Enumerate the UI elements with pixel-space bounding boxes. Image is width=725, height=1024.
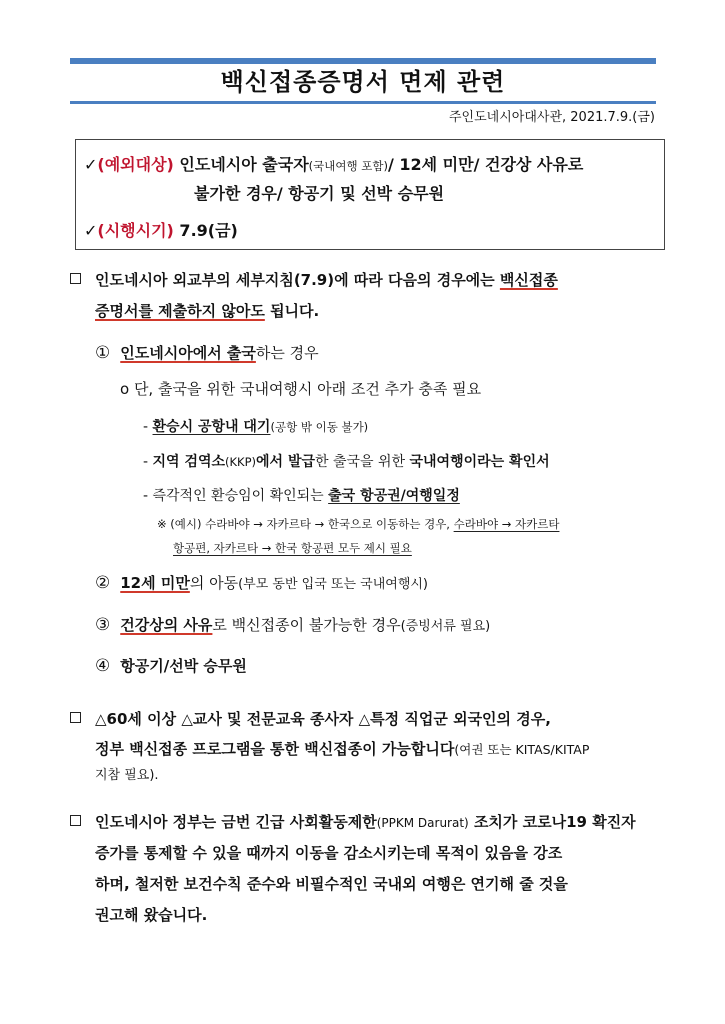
item1-sub: o 단, 출국을 위한 국내여행시 아래 조건 추가 충족 필요 bbox=[120, 380, 482, 398]
section1-line1: 인도네시아 외교부의 세부지침(7.9)에 따라 다음의 경우에는 백신접종 bbox=[70, 270, 558, 290]
summary-box bbox=[75, 139, 665, 250]
checkbox-bullet-icon bbox=[70, 712, 81, 723]
item2: ② 12세 미만의 아동(부모 동반 입국 또는 국내여행시) bbox=[95, 573, 429, 593]
checkbox-bullet-icon bbox=[70, 815, 81, 826]
check-icon: ✓ bbox=[84, 155, 98, 174]
section2-line3: 지참 필요). bbox=[95, 768, 159, 783]
item1-note-line1: ※ (예시) 수라바야 → 자카르타 → 한국으로 이동하는 경우, 수라바야 → 자카르타 bbox=[157, 517, 560, 531]
section1-line2: 증명서를 제출하지 않아도 됩니다. bbox=[95, 302, 320, 320]
effective-label: (시행시기) bbox=[97, 221, 174, 240]
check-icon: ✓ bbox=[84, 221, 98, 240]
item3: ③ 건강상의 사유로 백신접종이 불가능한 경우(증빙서류 필요) bbox=[95, 615, 491, 635]
exception-label: (예외대상) bbox=[97, 155, 174, 174]
title-bottom-rule bbox=[70, 101, 656, 104]
exception-targets-line: ✓(예외대상) 인도네시아 출국자(국내여행 포함)/ 12세 미만/ 건강상 사유로 bbox=[84, 155, 584, 174]
item1-detail3: - 즉각적인 환승임이 확인되는 출국 항공권/여행일정 bbox=[143, 488, 460, 504]
title-top-rule bbox=[70, 58, 656, 64]
item4: ④ 항공기/선박 승무원 bbox=[95, 656, 247, 676]
item1: ① 인도네시아에서 출국하는 경우 bbox=[95, 343, 319, 363]
checkbox-bullet-icon bbox=[70, 273, 81, 284]
effective-date-line: ✓(시행시기) 7.9(금) bbox=[84, 221, 238, 240]
item1-note-line2: 항공편, 자카르타 → 한국 항공편 모두 제시 필요 bbox=[173, 541, 412, 555]
section3-line1: 인도네시아 정부는 금번 긴급 사회활동제한(PPKM Darurat) 조치가 코로나19 확진자 bbox=[70, 812, 636, 833]
section3-line3: 하며, 철저한 보건수칙 준수와 비필수적인 국내외 여행은 연기해 줄 것을 bbox=[95, 875, 568, 893]
exception-targets-line2: 불가한 경우/ 항공기 및 선박 승무원 bbox=[194, 184, 445, 203]
page-title: 백신접종증명서 면제 관련 bbox=[220, 68, 506, 96]
section3-line2: 증가를 통제할 수 있을 때까지 이동을 감소시키는데 목적이 있음을 강조 bbox=[95, 844, 563, 862]
issuer-date: 주인도네시아대사관, 2021.7.9.(금) bbox=[448, 110, 655, 125]
section2-line1: △60세 이상 △교사 및 전문교육 종사자 △특정 직업군 외국인의 경우, bbox=[70, 709, 551, 729]
section3-line4: 권고해 왔습니다. bbox=[95, 906, 208, 924]
item1-detail1: - 환승시 공항내 대기(공항 밖 이동 불가) bbox=[143, 419, 369, 435]
section2-line2: 정부 백신접종 프로그램을 통한 백신접종이 가능합니다(여권 또는 KITAS/KITAP bbox=[95, 740, 590, 758]
item1-detail2: - 지역 검역소(KKP)에서 발급한 출국을 위한 국내여행이라는 확인서 bbox=[143, 454, 550, 470]
